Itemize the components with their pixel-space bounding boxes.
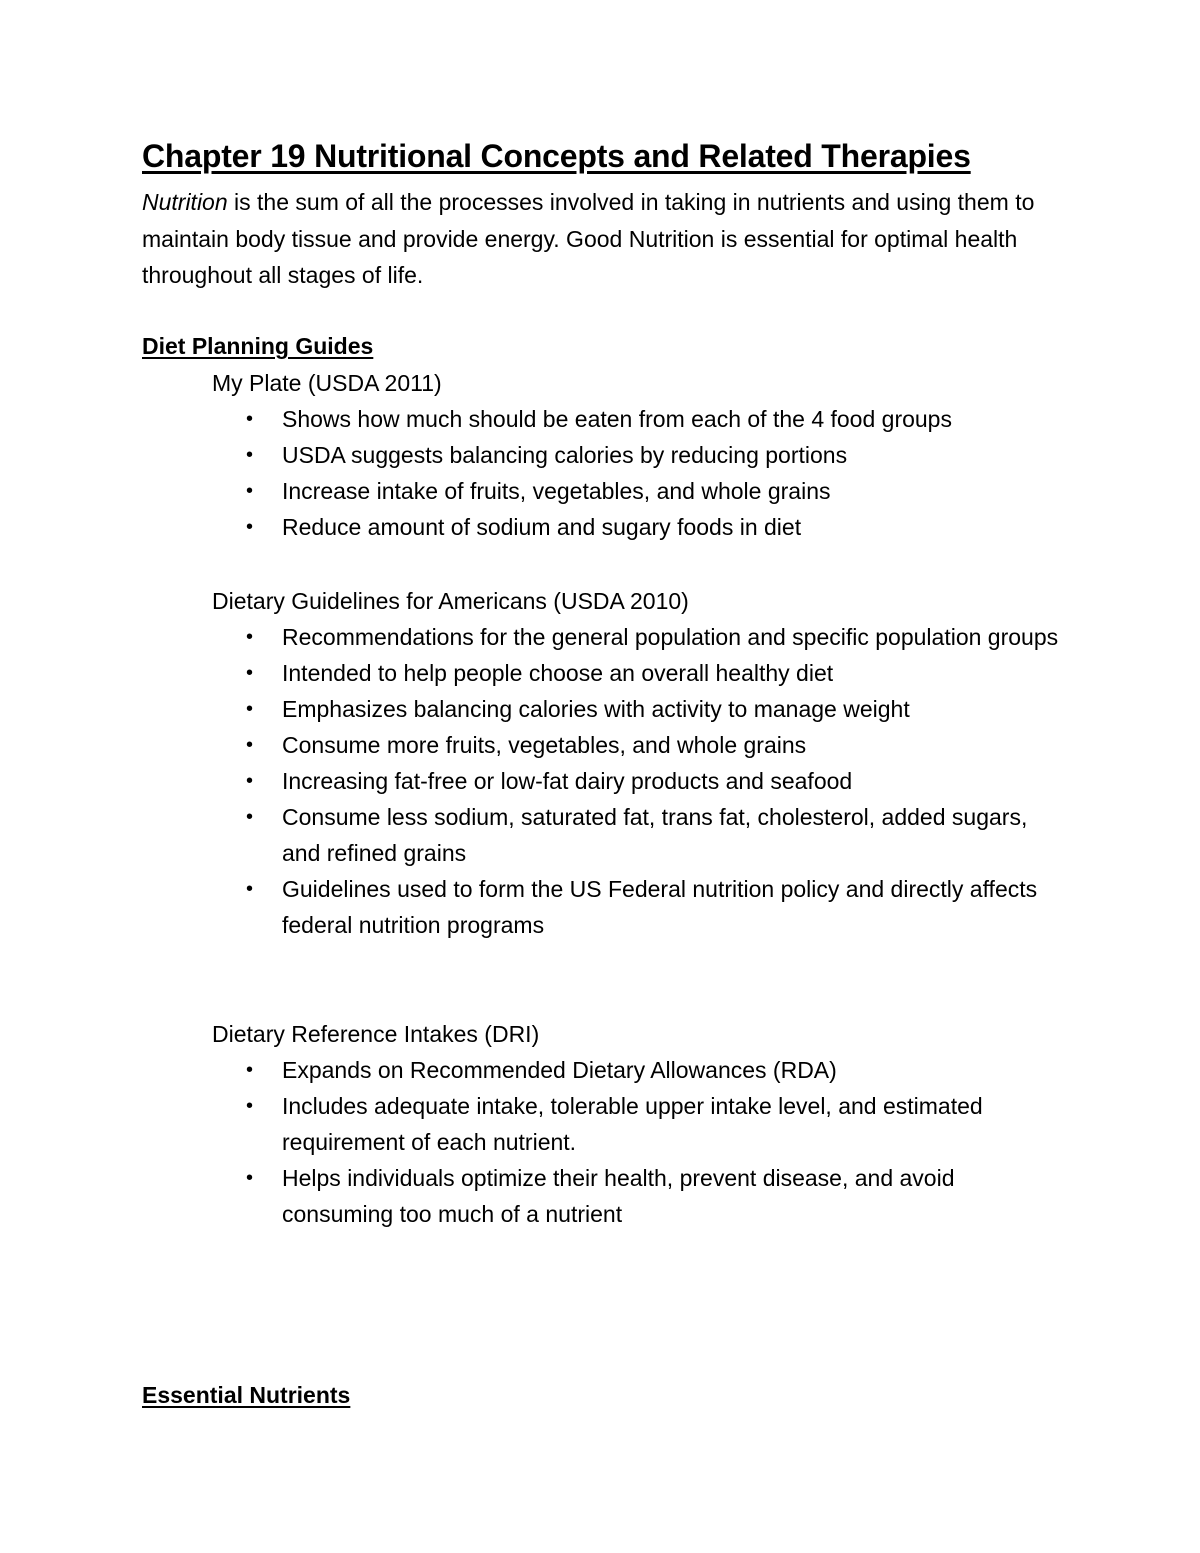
- intro-text: is the sum of all the processes involved in taking in nutrients and using them to maintain body tissue and provide energy. Good Nutrition is essential for optimal health throughout all stages of life.: [142, 189, 1035, 288]
- bullet-icon: •: [246, 408, 254, 430]
- list-item: [212, 473, 1072, 509]
- subsection-my-plate: [212, 365, 1072, 545]
- list-item: [212, 691, 1072, 727]
- subsection-title: My Plate (USDA 2011): [212, 370, 442, 396]
- list-item: [212, 509, 1072, 545]
- bullet-icon: •: [246, 662, 254, 684]
- list-item-text: Expands on Recommended Dietary Allowances (RDA): [282, 1057, 837, 1083]
- list-item: [212, 401, 1072, 437]
- list-item: [212, 1052, 1072, 1088]
- list-item-text: Consume more fruits, vegetables, and whole grains: [282, 732, 807, 758]
- bullet-icon: •: [246, 698, 254, 720]
- list-item: [212, 799, 1072, 871]
- bullet-icon: •: [246, 626, 254, 648]
- list-item: [212, 727, 1072, 763]
- bullet-list: [212, 1052, 1072, 1232]
- bullet-icon: •: [246, 806, 254, 828]
- bullet-icon: •: [246, 1059, 254, 1081]
- section-heading-essential-nutrients: Essential Nutrients: [142, 1382, 351, 1408]
- list-item-text: Increasing fat-free or low-fat dairy products and seafood: [282, 768, 853, 794]
- list-item-text: Recommendations for the general population and specific population groups: [282, 624, 1059, 650]
- list-item: [212, 1088, 1072, 1160]
- intro-paragraph: [142, 184, 1052, 294]
- section-heading-diet-planning: Diet Planning Guides: [142, 333, 374, 359]
- subsection-dri: [212, 1016, 1072, 1232]
- list-item: [212, 1160, 1072, 1232]
- subsection-dietary-guidelines: [212, 583, 1072, 943]
- bullet-icon: •: [246, 516, 254, 538]
- page-title: Chapter 19 Nutritional Concepts and Related Therapies: [142, 138, 971, 174]
- list-item-text: Shows how much should be eaten from each of the 4 food groups: [282, 406, 952, 432]
- list-item-text: Includes adequate intake, tolerable upper intake level, and estimated requirement of each nutrient.: [282, 1093, 983, 1155]
- list-item: [212, 437, 1072, 473]
- bullet-icon: •: [246, 480, 254, 502]
- list-item-text: Emphasizes balancing calories with activity to manage weight: [282, 696, 910, 722]
- bullet-icon: •: [246, 444, 254, 466]
- list-item-text: Intended to help people choose an overall healthy diet: [282, 660, 834, 686]
- list-item: [212, 619, 1072, 655]
- list-item: [212, 763, 1072, 799]
- bullet-icon: •: [246, 878, 254, 900]
- bullet-icon: •: [246, 770, 254, 792]
- intro-term: Nutrition: [142, 189, 228, 215]
- bullet-list: [212, 619, 1072, 943]
- list-item: [212, 871, 1072, 943]
- list-item-text: USDA suggests balancing calories by reducing portions: [282, 442, 848, 468]
- subsection-title: Dietary Reference Intakes (DRI): [212, 1021, 540, 1047]
- subsection-title: Dietary Guidelines for Americans (USDA 2010): [212, 588, 689, 614]
- list-item-text: Guidelines used to form the US Federal nutrition policy and directly affects federal nutrition programs: [282, 876, 1038, 938]
- list-item-text: Reduce amount of sodium and sugary foods in diet: [282, 514, 802, 540]
- list-item-text: Increase intake of fruits, vegetables, and whole grains: [282, 478, 831, 504]
- list-item-text: Helps individuals optimize their health, prevent disease, and avoid consuming too much of a nutrient: [282, 1165, 955, 1227]
- bullet-list: [212, 401, 1072, 545]
- bullet-icon: •: [246, 1167, 254, 1189]
- bullet-icon: •: [246, 734, 254, 756]
- list-item-text: Consume less sodium, saturated fat, trans fat, cholesterol, added sugars, and refined grains: [282, 804, 1028, 866]
- list-item: [212, 655, 1072, 691]
- bullet-icon: •: [246, 1095, 254, 1117]
